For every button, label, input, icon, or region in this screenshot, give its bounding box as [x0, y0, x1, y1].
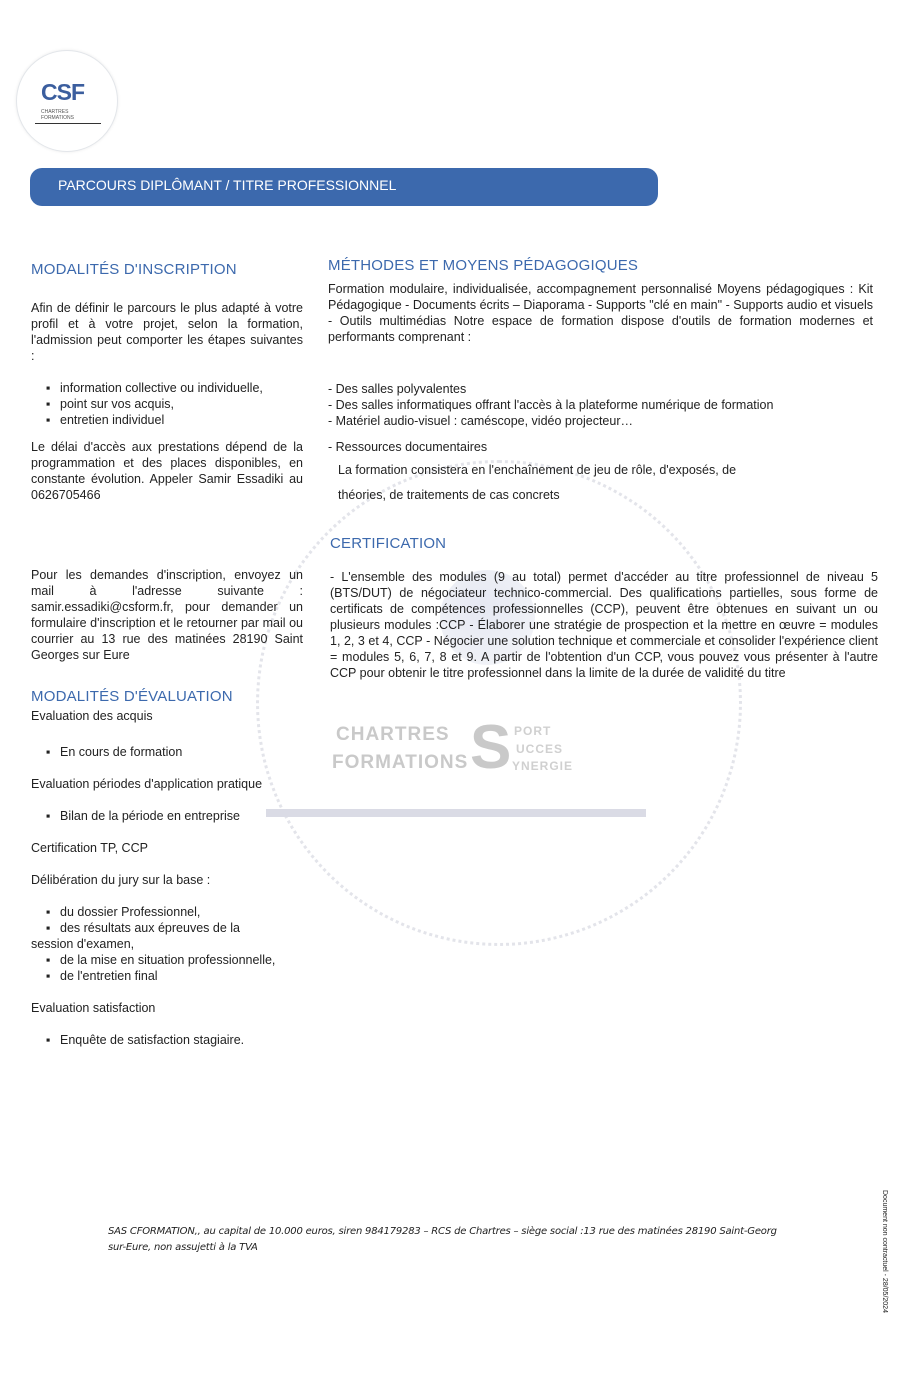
evaluation-satisfaction-title: Evaluation satisfaction [31, 1001, 156, 1015]
evaluation-periodes-list [46, 808, 240, 824]
evaluation-heading: MODALITÉS D'ÉVALUATION [31, 688, 233, 705]
list-item: ▪ Enquête de satisfaction stagiaire. [46, 1033, 245, 1047]
methodes-line-2: théories, de traitements de cas concrets [338, 488, 560, 502]
document-date-note: Document non contractuel - 28/05/2024 [881, 1190, 888, 1313]
watermark-circle [256, 460, 742, 946]
list-item: - Matériel audio-visuel : caméscope, vidéo projecteur… [328, 414, 633, 428]
watermark-ynergie: YNERGIE [512, 759, 574, 773]
evaluation-deliberation-title: Délibération du jury sur la base : [31, 873, 211, 887]
logo-underline [35, 123, 101, 124]
watermark-bar [266, 809, 646, 817]
watermark-s-letter: S [470, 713, 512, 782]
company-logo [16, 50, 118, 152]
title-banner [30, 168, 658, 206]
watermark-formations: FORMATIONS [332, 752, 469, 773]
inscription-heading: MODALITÉS D'INSCRIPTION [31, 261, 237, 278]
logo-mark: CSF [41, 79, 84, 105]
list-item: ▪ Bilan de la période en entreprise [46, 809, 240, 823]
deliberation-item-2: ▪ des résultats aux épreuves de la [46, 921, 240, 935]
deliberation-item-2-cont: session d'examen, [31, 937, 135, 951]
list-item: - Ressources documentaires [328, 440, 488, 454]
methodes-resources [328, 381, 873, 455]
certification-text: - L'ensemble des modules (9 au total) permet d'accéder au titre professionnel de niveau 5 (BTS/DUT) de négociateur technico-commercial. Des qualifications partielles, sous forme de certificats de compétences professionnelles (CCP), peuvent être obtenues en suivant un ou plusieurs modules :CCP - Élaborer une stratégie de prospection et la mettre en œuvre = modules 1, 2, 3 et 4, CCP - Négocier une solution technique et commerciale et consolider l'expérience client = modules 5, 6, 7, 8 et 9. A partir de l'obtention d'un CCP, vous pouvez vous présenter à l'autre CCP pour obtenir le titre professionnel dans la limite de la durée de validité du titre [330, 570, 878, 680]
evaluation-periodes-title: Evaluation périodes d'application pratique [31, 777, 263, 791]
evaluation-certification: Certification TP, CCP [31, 841, 148, 855]
deliberation-item-4: ▪ de l'entretien final [46, 969, 158, 983]
list-item: ▪ En cours de formation [46, 745, 183, 759]
inscription-intro: Afin de définir le parcours le plus adapté à votre profil et à votre projet, selon la formation, l'admission peut comporter les étapes suivantes : [31, 301, 303, 363]
watermark-chartres: CHARTRES [336, 724, 450, 745]
evaluation-acquis-title: Evaluation des acquis [31, 709, 153, 723]
list-item: ▪ information collective ou individuelle, [46, 381, 263, 395]
logo-subtitle: CHARTRES FORMATIONS [41, 109, 74, 121]
evaluation-acquis-list [46, 744, 182, 760]
banner-title: PARCOURS DIPLÔMANT / TITRE PROFESSIONNEL [58, 177, 397, 193]
methodes-heading: MÉTHODES ET MOYENS PÉDAGOGIQUES [328, 257, 639, 274]
list-item: - Des salles informatiques offrant l'accès à la plateforme numérique de formation [328, 398, 774, 412]
inscription-demandes: Pour les demandes d'inscription, envoyez un mail à l'adresse suivante : samir.essadiki@csform.fr, pour demander un formulaire d'inscription et le retourner par mail ou courrier au 13 rue des matinées 28190 Saint Georges sur Eure [31, 568, 303, 662]
deliberation-item-1: ▪ du dossier Professionnel, [46, 905, 201, 919]
watermark-port: PORT [514, 724, 552, 738]
list-item: - Des salles polyvalentes [328, 382, 467, 396]
deliberation-item-3: ▪ de la mise en situation professionnelle, [46, 953, 276, 967]
footer-legal: SAS CFORMATION,, au capital de 10.000 euros, siren 984179283 – RCS de Chartres – siège social :13 rue des matinées 28190 Saint-Georg sur-Eure, non assujetti à la TVA [108, 1226, 777, 1253]
methodes-line-1: La formation consistera en l'enchaînement de jeu de rôle, d'exposés, de [338, 463, 737, 477]
inscription-delay: Le délai d'accès aux prestations dépend de la programmation et des places disponibles, en constante évolution. Appeler Samir Essadiki au 0626705466 [31, 440, 303, 502]
methodes-intro: Formation modulaire, individualisée, accompagnement personnalisé Moyens pédagogiques : Kit Pédagogique - Documents écrits – Diaporama - Supports "clé en main" - Supports audio et visuels - Outils multimédias Notre espace de formation dispose d'outils de formation modernes et performants comprenant : [328, 282, 873, 344]
list-item: ▪ entretien individuel [46, 413, 165, 427]
list-item: ▪ point sur vos acquis, [46, 397, 174, 411]
watermark-ucces: UCCES [516, 742, 564, 756]
evaluation-satisfaction-list [46, 1032, 244, 1048]
inscription-steps [46, 380, 263, 428]
certification-heading: CERTIFICATION [330, 535, 447, 552]
